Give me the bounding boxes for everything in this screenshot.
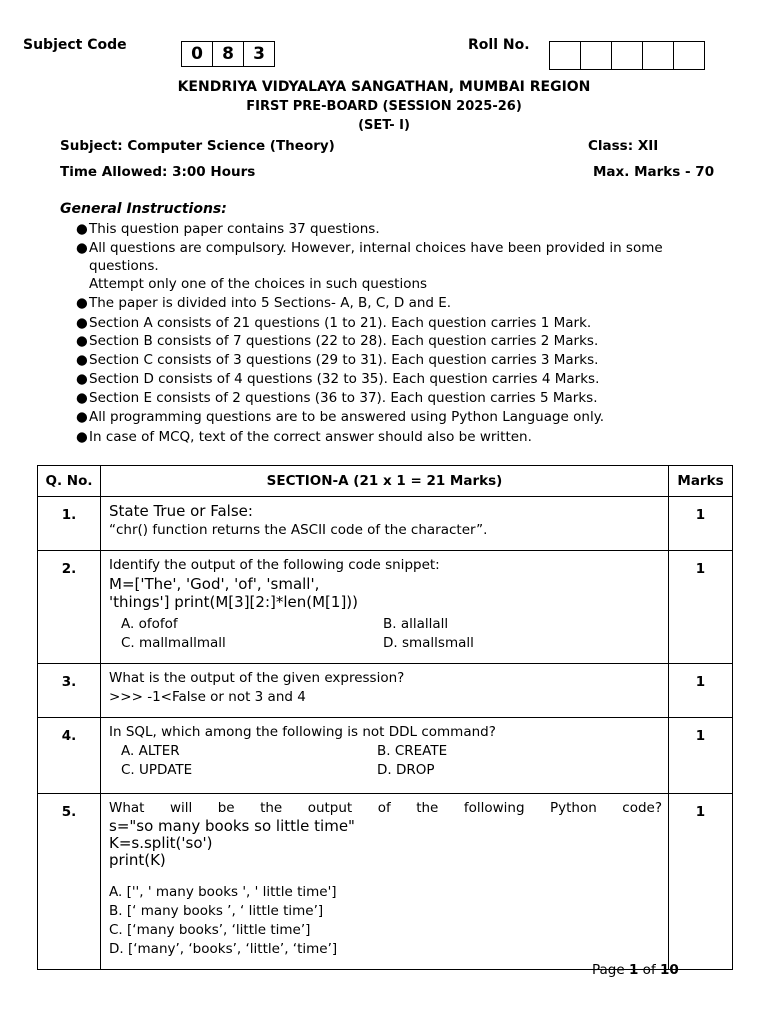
page-total: 10 [660,962,679,978]
question-number: 1. [38,497,101,551]
set-label: (SET- I) [358,118,410,133]
subject-code-digit: 8 [213,42,244,66]
question-line: State True or False: [109,502,253,520]
table-row [38,551,733,664]
table-row [38,664,733,718]
page-number [592,962,679,978]
roll-no-box [581,42,612,69]
class-line: Class: XII [588,138,659,154]
question-number: 5. [38,794,101,970]
question-text [101,794,669,970]
time-allowed: Time Allowed: 3:00 Hours [60,164,256,180]
table-row [38,718,733,794]
question-number: 2. [38,551,101,664]
subject-code-boxes [181,41,275,67]
option: A. ['', ' many books ', ' little time'] [109,884,337,900]
col-header-qno: Q. No. [38,466,101,497]
option: B. [‘ many books ’, ‘ little time’] [109,903,324,919]
instruction-item: ● Section C consists of 3 questions (29 to 31). Each question carries 3 Marks. [76,352,599,368]
subject-code-digit: 3 [253,44,265,64]
question-text [101,718,669,794]
page-prefix: Page [592,962,629,978]
option: A. ofofof [121,616,178,632]
option: C. UPDATE [121,762,193,778]
question-marks: 1 [669,794,733,970]
code-line: 'things'] print(M[3][2:]*len(M[1])) [109,593,359,611]
instruction-item: ● Section E consists of 2 questions (36 to 37). Each question carries 5 Marks. [76,390,598,406]
page-current: 1 [628,962,639,978]
code-line: s="so many books so little time" [109,817,355,835]
code-line: M=['The', 'God', 'of', 'small', [109,575,320,593]
instructions-title: General Instructions: [60,201,227,217]
exam-name: FIRST PRE-BOARD (SESSION 2025-26) [246,99,522,114]
option: D. smallsmall [383,635,474,651]
instruction-item: ● All programming questions are to be answered using Python Language only. [76,409,605,425]
option: A. ALTER [121,743,180,759]
question-line: What will be the output of the following Python code? [109,800,662,816]
instruction-item: ● Section B consists of 7 questions (22 to 28). Each question carries 2 Marks. [76,333,599,349]
document-title: KENDRIYA VIDYALAYA SANGATHAN, MUMBAI REGION [177,79,591,95]
instruction-item: ● Section D consists of 4 questions (32 to 35). Each question carries 4 Marks. [76,371,600,387]
question-line: What is the output of the given expression? [109,670,405,686]
instruction-item: ● In case of MCQ, text of the correct answer should also be written. [76,429,532,445]
instruction-item: ● The paper is divided into 5 Sections- A, B, C, D and E. [76,295,452,311]
subject-code-digit: 0 [182,42,213,66]
options [109,742,662,780]
question-line: Identify the output of the following code snippet: [109,557,440,573]
max-marks: Max. Marks - 70 [593,164,715,180]
roll-no-boxes [549,41,705,70]
instruction-item: ● All questions are compulsory. However, internal choices have been provided in some questions. [76,240,663,274]
page-of: of [638,962,660,978]
question-marks: 1 [669,664,733,718]
option: B. CREATE [377,743,448,759]
question-line: >>> -1<False or not 3 and 4 [109,689,306,705]
col-header-marks: Marks [669,466,733,497]
question-marks: 1 [669,718,733,794]
option: D. [‘many’, ‘books’, ‘little’, ‘time’] [109,941,338,957]
table-header-row [38,466,733,497]
roll-no-box [674,42,704,69]
options [109,615,662,653]
question-text [101,664,669,718]
question-marks: 1 [669,497,733,551]
option: D. DROP [377,762,435,778]
col-header-section: SECTION-A (21 x 1 = 21 Marks) [101,466,669,497]
table-row [38,794,733,970]
question-marks: 1 [669,551,733,664]
option: C. mallmallmall [121,635,226,651]
instruction-item: ● This question paper contains 37 questions. [76,221,380,237]
question-text [101,551,669,664]
instruction-item: Attempt only one of the choices in such questions [89,276,428,292]
question-number: 3. [38,664,101,718]
table-row [38,497,733,551]
question-line: “chr() function returns the ASCII code of the character”. [109,522,488,538]
option: B. allallall [383,616,449,632]
question-number: 4. [38,718,101,794]
instruction-item: ● Section A consists of 21 questions (1 to 21). Each question carries 1 Mark. [76,315,592,331]
roll-no-box [550,42,581,69]
question-text [101,497,669,551]
roll-no-box [612,42,643,69]
code-line: print(K) [109,851,166,869]
roll-no-label: Roll No. [468,37,530,53]
subject-code-label: Subject Code [23,37,127,53]
question-table [37,465,733,970]
code-line: K=s.split('so') [109,834,213,852]
roll-no-box [643,42,674,69]
option: C. [‘many books’, ‘little time’] [109,922,311,938]
subject-line: Subject: Computer Science (Theory) [60,138,335,154]
question-line: In SQL, which among the following is not DDL command? [109,724,496,740]
